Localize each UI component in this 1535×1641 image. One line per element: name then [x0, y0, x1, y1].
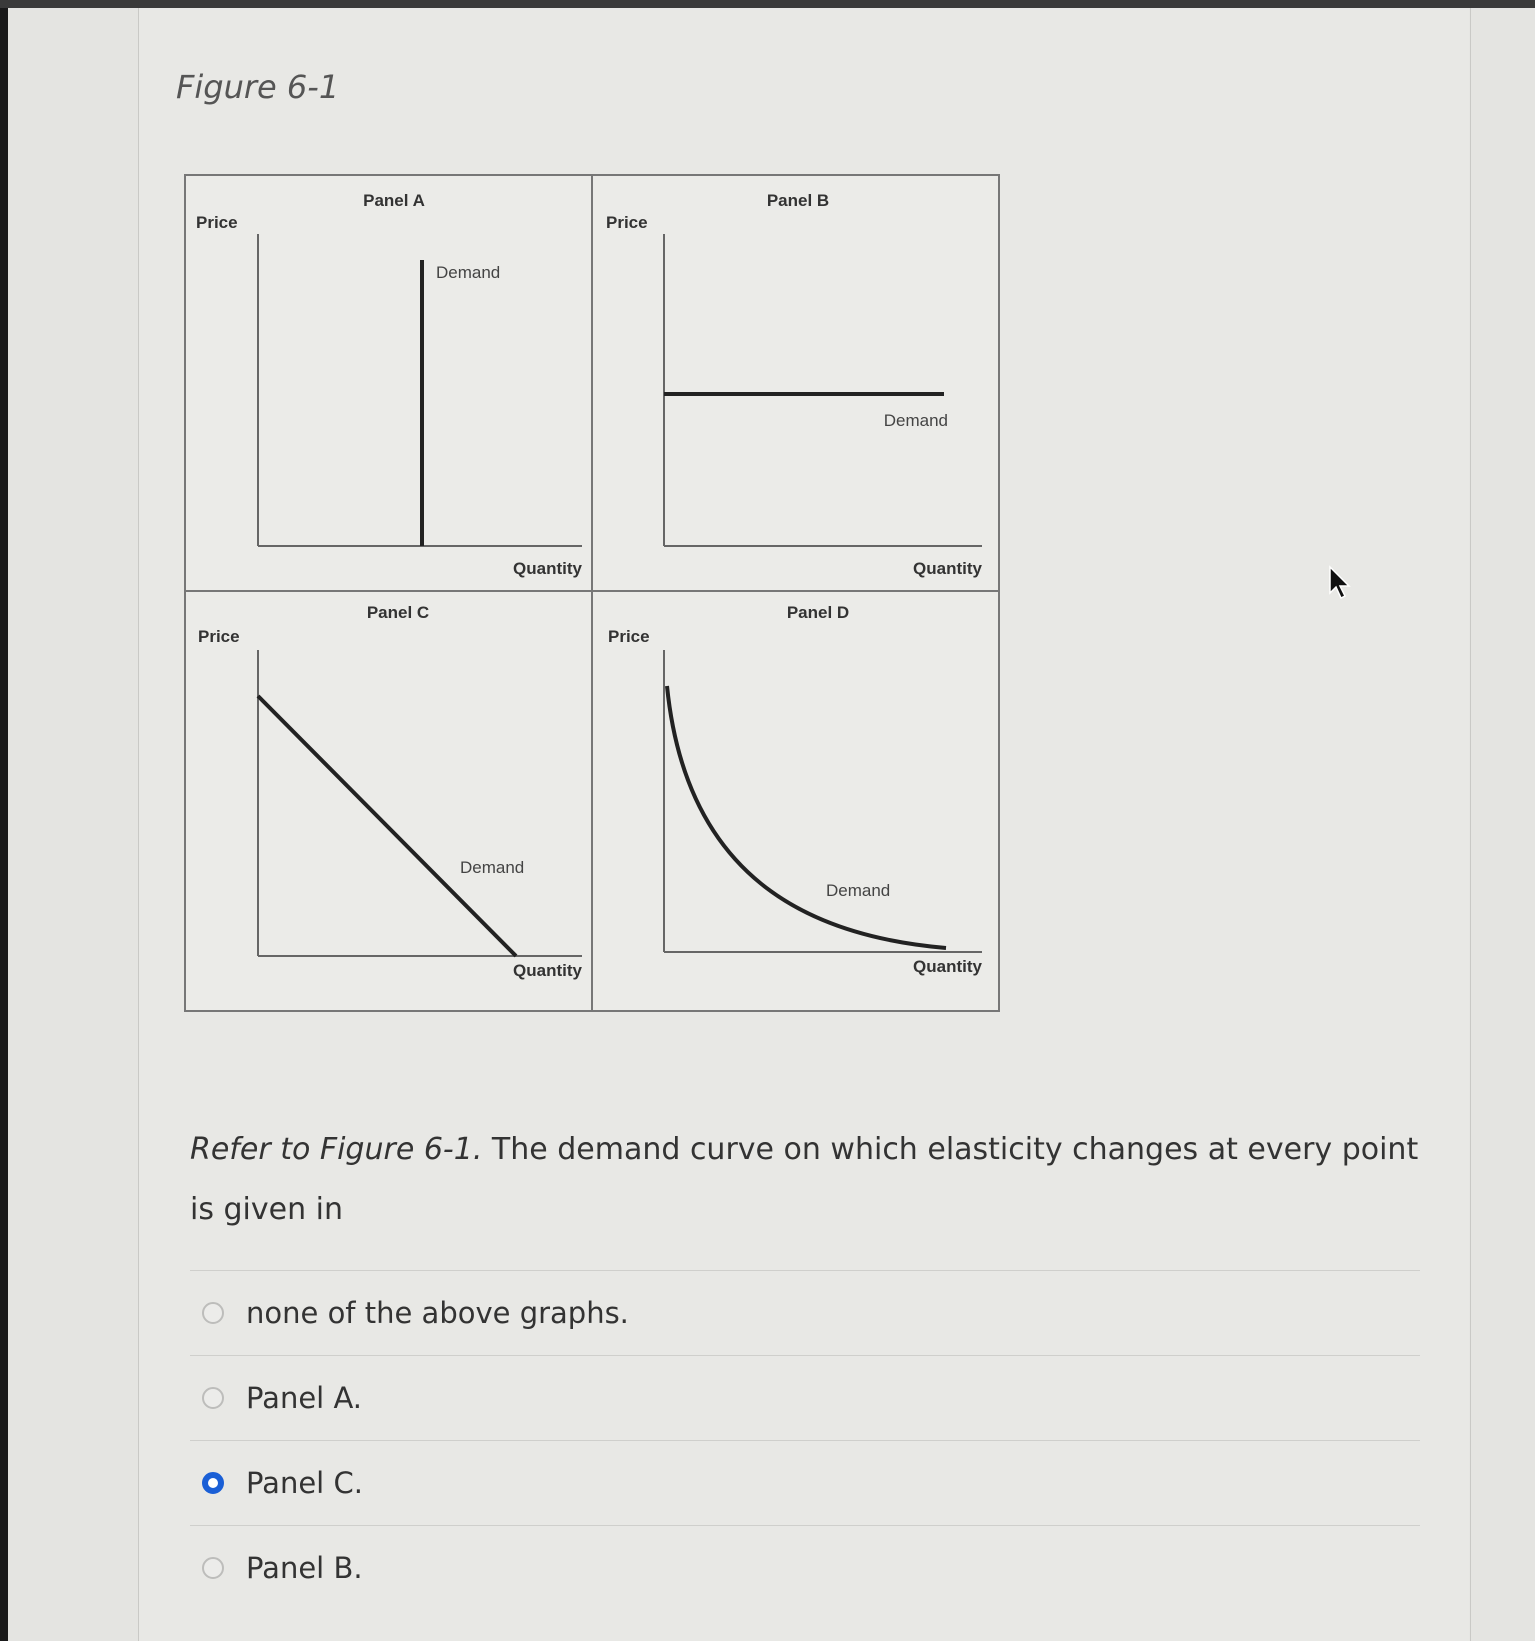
panel-c-quantity-label: Quantity: [513, 961, 582, 980]
panel-b-quantity-label: Quantity: [913, 559, 982, 578]
panel-a: [196, 191, 583, 578]
panel-c: [198, 603, 583, 980]
radio-button-icon[interactable]: [202, 1557, 224, 1579]
panel-d-demand-label: Demand: [826, 881, 891, 900]
figure-title: Figure 6-1: [176, 68, 340, 106]
option-label: Panel A.: [246, 1381, 362, 1415]
panel-c-title: Panel C: [366, 603, 430, 622]
left-gutter: [8, 8, 139, 1641]
option-label: Panel C.: [246, 1466, 363, 1500]
radio-button-selected-icon[interactable]: [202, 1472, 224, 1494]
figure-6-1: [184, 174, 1000, 1012]
right-gutter: [1470, 8, 1535, 1641]
question-text: [190, 1120, 1420, 1240]
panel-c-demand-label: Demand: [460, 858, 525, 877]
option-panel-a[interactable]: [190, 1355, 1420, 1440]
panel-a-quantity-label: Quantity: [513, 559, 582, 578]
panel-a-title: Panel A: [363, 191, 425, 210]
panel-c-demand-curve: [258, 696, 516, 956]
panel-d-demand-curve: [667, 686, 946, 948]
option-panel-b[interactable]: [190, 1525, 1420, 1610]
radio-button-icon[interactable]: [202, 1302, 224, 1324]
option-panel-c[interactable]: [190, 1440, 1420, 1525]
question-figure-reference: Refer to Figure 6-1.: [190, 1132, 483, 1167]
option-label: Panel B.: [246, 1551, 363, 1585]
panel-b-demand-label: Demand: [883, 411, 948, 430]
panel-b-title: Panel B: [766, 191, 830, 210]
panel-d-price-label: Price: [608, 627, 650, 646]
mouse-pointer-icon: [1328, 565, 1352, 601]
option-label: none of the above graphs.: [246, 1296, 629, 1330]
question-body: The demand curve on which elasticity changes at every point is given in: [190, 1132, 1419, 1227]
answer-options: [190, 1270, 1420, 1610]
panel-a-demand-label: Demand: [436, 263, 501, 282]
option-none-of-above[interactable]: [190, 1270, 1420, 1355]
radio-button-icon[interactable]: [202, 1387, 224, 1409]
panel-b-price-label: Price: [606, 213, 648, 232]
figure-svg: [186, 176, 998, 1010]
panel-c-price-label: Price: [198, 627, 240, 646]
panel-a-price-label: Price: [196, 213, 238, 232]
panel-d-title: Panel D: [786, 603, 850, 622]
panel-d: [608, 603, 983, 976]
panel-d-quantity-label: Quantity: [913, 957, 982, 976]
screen-top-edge: [0, 0, 1535, 8]
panel-b: [606, 191, 983, 578]
